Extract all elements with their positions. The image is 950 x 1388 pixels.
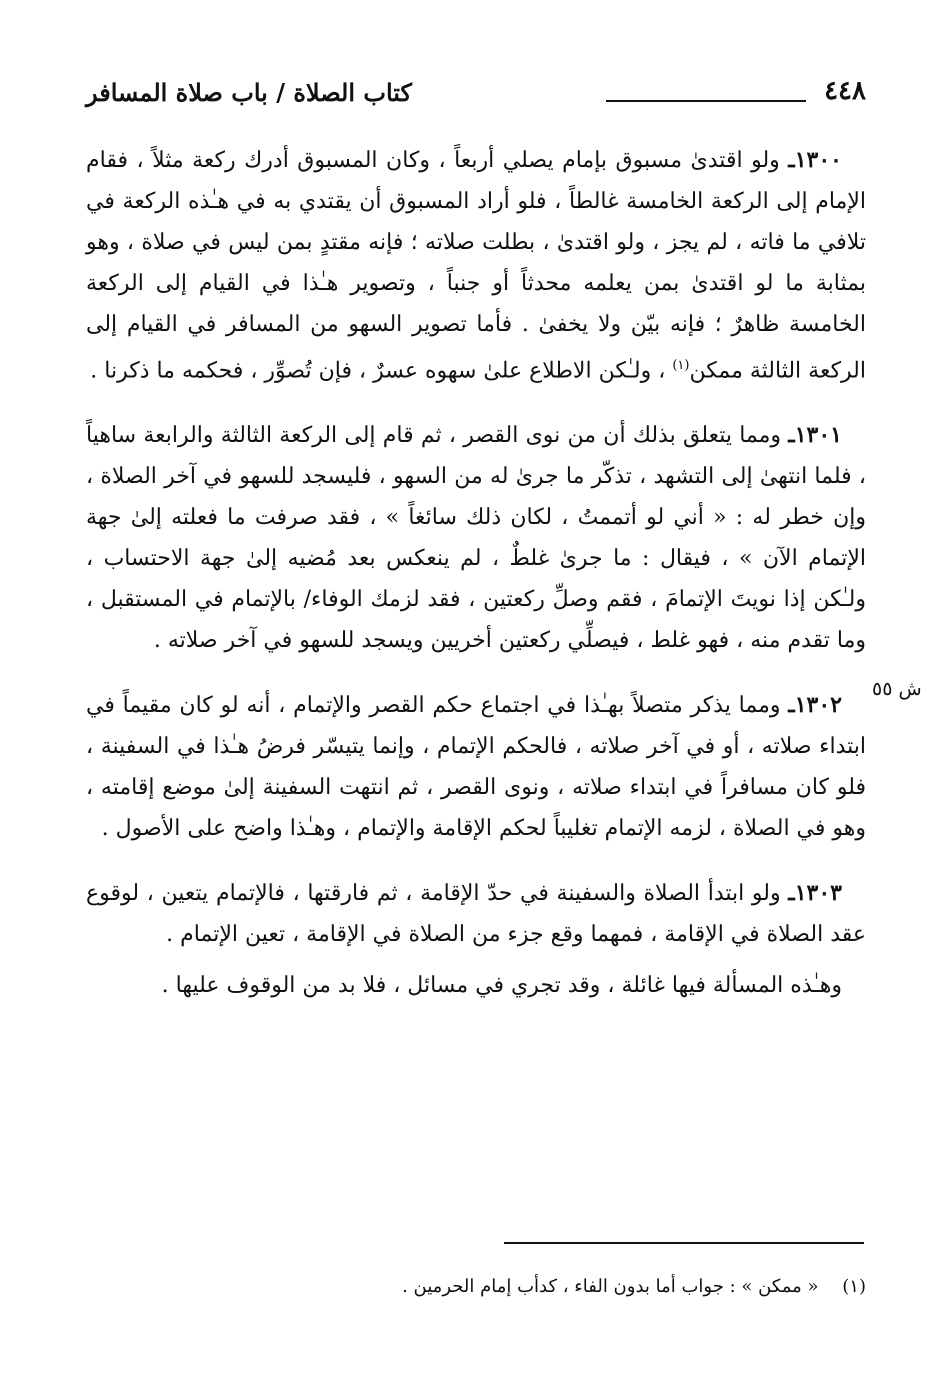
footnote-text: « ممكن » : جواب أما بدون الفاء ، كدأب إمام الحرمين . (402, 1276, 819, 1297)
paragraph-number: ١٣٠٣ـ (788, 880, 842, 907)
page-header (86, 72, 866, 116)
closing-line: وهـٰذه المسألة فيها غائلة ، وقد تجري في مسائل ، فلا بد من الوقوف عليها . (161, 973, 842, 999)
paragraph-number: ١٣٠٠ـ (788, 147, 842, 173)
paragraph-text: ومما يتعلق بذلك أن من نوى القصر ، ثم قام إلى الركعة الثالثة والرابعة ساهياً ، فلما انتهىٰ إلى التشهد ، تذكّر ما جرىٰ له من السهو ، فليسجد للسهو في آخر الصلاة ، وإن خطر له : « أني لو أتممتُ ، لكان ذلك سائغاً » ، فقد صرفت ما فعلته إلىٰ جهة الإتمام الآن » ، فيقال : ما جرىٰ غلطٌ ، لم ينعكس بعد مُضيه إلىٰ جهة الاحتساب ، ولـٰكن إذا نويتَ الإتمامَ ، فقم وصلِّ ركعتين ، فقد لزمك الوفاء/ بالإتمام في المستقبل ، وما تقدم منه ، فهو غلط ، فيصلِّي ركعتين أخريين ويسجد للسهو في آخر صلاته . (86, 423, 866, 654)
footnote-reference[interactable]: (١) (672, 358, 690, 373)
margin-note: ش ٥٥ (872, 678, 922, 700)
paragraph-text: ولو ابتدأ الصلاة والسفينة في حدّ الإقامة ، ثم فارقتها ، فالإتمام يتعين ، لوقوع عقد الصلاة في الإقامة ، فمهما وقع جزء من الصلاة في الإقامة ، تعين الإتمام . (86, 881, 866, 948)
page-number: ٤٤٨ (824, 76, 866, 106)
paragraph-text: ولو اقتدىٰ مسبوق بإمام يصلي أربعاً ، وكان المسبوق أدرك ركعة مثلاً ، فقام الإمام إلى الركعة الخامسة غالطاً ، فلو أراد المسبوق أن يقتدي به في هـٰذه الركعة في تلافي ما فاته ، لم يجز ، ولو اقتدىٰ ، بطلت صلاته ؛ فإنه مقتدٍ بمن ليس في صلاة ، وهو بمثابة ما لو اقتدىٰ بمن يعلمه محدثاً أو جنباً ، وتصوير هـٰذا في القيام إلى الركعة الخامسة ظاهرٌ ؛ فإنه بيّن ولا يخفىٰ . فأما تصوير السهو من المسافر في القيام إلى الركعة الثالثة ممكن (86, 148, 866, 384)
footnote-number: (١) (842, 1276, 866, 1297)
paragraph-1302 (86, 685, 866, 849)
paragraph-1300 (86, 140, 866, 391)
paragraph-1301 (86, 415, 866, 661)
paragraph-text-continued: ، ولـٰكن الاطلاع علىٰ سهوه عسرٌ ، فإن تُصوِّر ، فحكمه ما ذكرنا . (90, 358, 673, 384)
footnote-rule (504, 1242, 864, 1244)
paragraph-number: ١٣٠٢ـ (788, 692, 842, 719)
paragraph-1303 (86, 873, 866, 955)
footnote (86, 1272, 866, 1302)
header-rule (606, 100, 806, 102)
page-body (86, 140, 866, 1030)
paragraph-text: ومما يذكر متصلاً بهـٰذا في اجتماع حكم القصر والإتمام ، أنه لو كان مقيماً في ابتداء صلاته ، أو في آخر صلاته ، فالحكم الإتمام ، وإنما يتيسّر فرضُ هـٰذا في السفينة ، فلو كان مسافراً في ابتداء صلاته ، ونوى القصر ، ثم انتهت السفينة إلىٰ موضع إقامته ، وهو في الصلاة ، لزمه الإتمام تغليباً لحكم الإقامة والإتمام ، وهـٰذا واضح على الأصول . (86, 693, 866, 842)
paragraph-number: ١٣٠١ـ (788, 422, 842, 449)
running-title: كتاب الصلاة / باب صلاة المسافر (86, 78, 412, 107)
